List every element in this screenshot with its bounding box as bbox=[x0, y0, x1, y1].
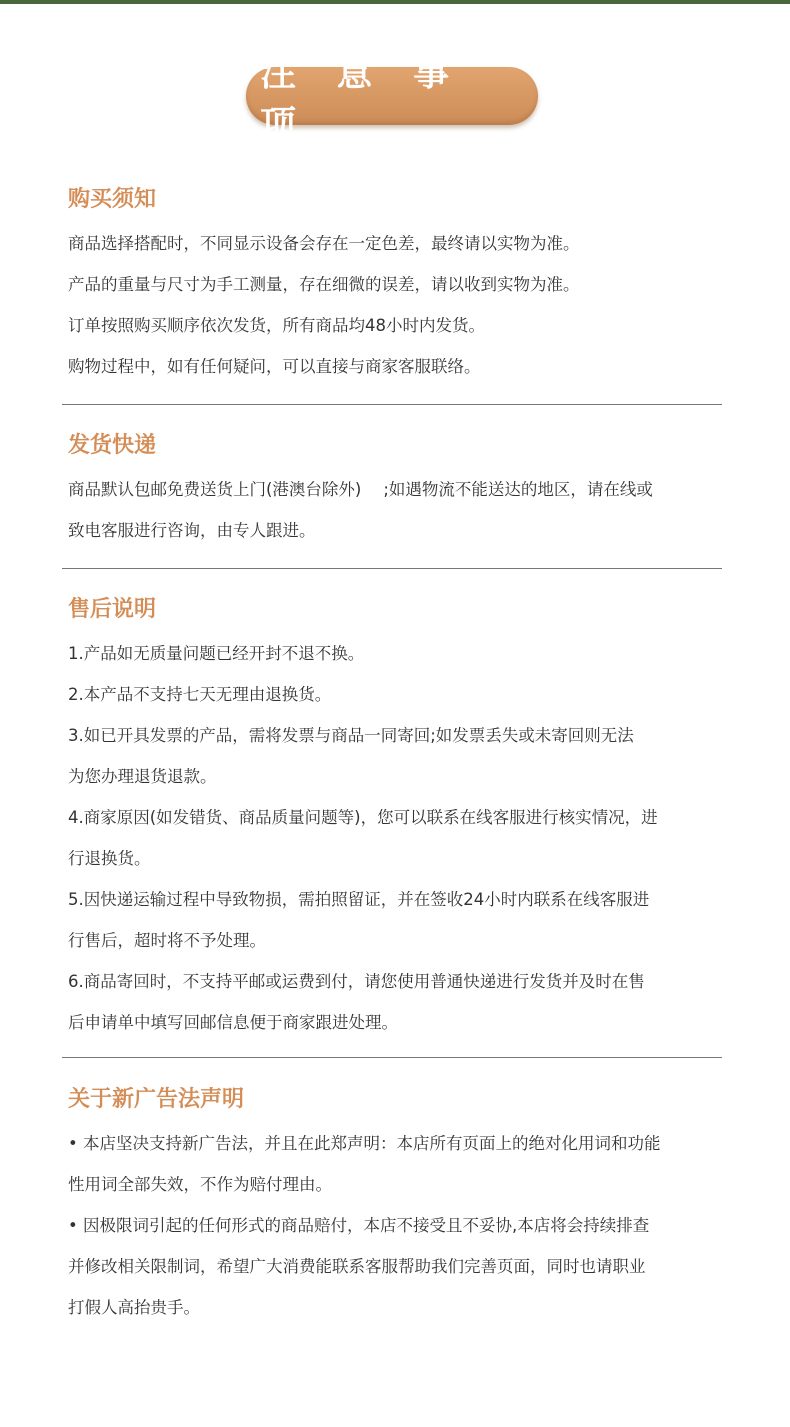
text-line: 性用词全部失效，不作为赔付理由。 bbox=[68, 1175, 332, 1194]
title-banner bbox=[246, 53, 538, 145]
text-line: 4.商家原因(如发错货、商品质量问题等)，您可以联系在线客服进行核实情况，进 bbox=[68, 808, 658, 827]
top-accent-bar bbox=[0, 0, 790, 4]
text-line: 后申请单中填写回邮信息便于商家跟进处理。 bbox=[68, 1013, 398, 1032]
page-title: 注 意 事 项 bbox=[260, 53, 464, 145]
text-line: 为您办理退货退款。 bbox=[68, 767, 217, 786]
text-line: • 本店坚决支持新广告法，并且在此郑声明：本店所有页面上的绝对化用词和功能 bbox=[68, 1134, 661, 1153]
text-line: 6.商品寄回时，不支持平邮或运费到付，请您使用普通快递进行发货并及时在售 bbox=[68, 972, 645, 991]
section-divider bbox=[62, 404, 722, 405]
text-line: 产品的重量与尺寸为手工测量，存在细微的误差，请以收到实物为准。 bbox=[68, 275, 580, 294]
section-heading: 关于新广告法声明 bbox=[68, 1087, 245, 1112]
section-heading: 购买须知 bbox=[68, 187, 157, 212]
text-line: 订单按照购买顺序依次发货，所有商品均48小时内发货。 bbox=[68, 316, 485, 335]
text-line: 1.产品如无质量问题已经开封不退不换。 bbox=[68, 644, 365, 663]
text-line: 致电客服进行咨询，由专人跟进。 bbox=[68, 521, 316, 540]
text-line: • 因极限词引起的任何形式的商品赔付，本店不接受且不妥协,本店将会持续排查 bbox=[68, 1216, 650, 1235]
section-heading: 发货快递 bbox=[68, 433, 157, 458]
section-shipping bbox=[68, 431, 728, 551]
text-line: 行售后，超时将不予处理。 bbox=[68, 931, 266, 950]
text-line: 商品选择搭配时，不同显示设备会存在一定色差，最终请以实物为准。 bbox=[68, 234, 580, 253]
text-line bbox=[68, 469, 728, 510]
text-line: 行退换货。 bbox=[68, 849, 151, 868]
text-line: 3.如已开具发票的产品，需将发票与商品一同寄回;如发票丢失或未寄回则无法 bbox=[68, 726, 634, 745]
text-line: 并修改相关限制词，希望广大消费能联系客服帮助我们完善页面，同时也请职业 bbox=[68, 1257, 646, 1276]
text-line: 5.因快递运输过程中导致物损，需拍照留证，并在签收24小时内联系在线客服进 bbox=[68, 890, 650, 909]
text-line: 打假人高抬贵手。 bbox=[68, 1298, 200, 1317]
section-divider bbox=[62, 568, 722, 569]
text-line: 2.本产品不支持七天无理由退换货。 bbox=[68, 685, 332, 704]
text-line: 购物过程中，如有任何疑问，可以直接与商家客服联络。 bbox=[68, 357, 481, 376]
section-heading: 售后说明 bbox=[68, 597, 157, 622]
section-after-sales bbox=[68, 595, 728, 1043]
section-purchase-notice bbox=[68, 185, 728, 387]
section-divider bbox=[62, 1057, 722, 1058]
text-line-part: 商品默认包邮免费送货上门(港澳台除外) bbox=[68, 480, 362, 499]
text-line-part: ;如遇物流不能送达的地区，请在线或 bbox=[383, 480, 653, 499]
section-ad-law-statement bbox=[68, 1085, 728, 1328]
